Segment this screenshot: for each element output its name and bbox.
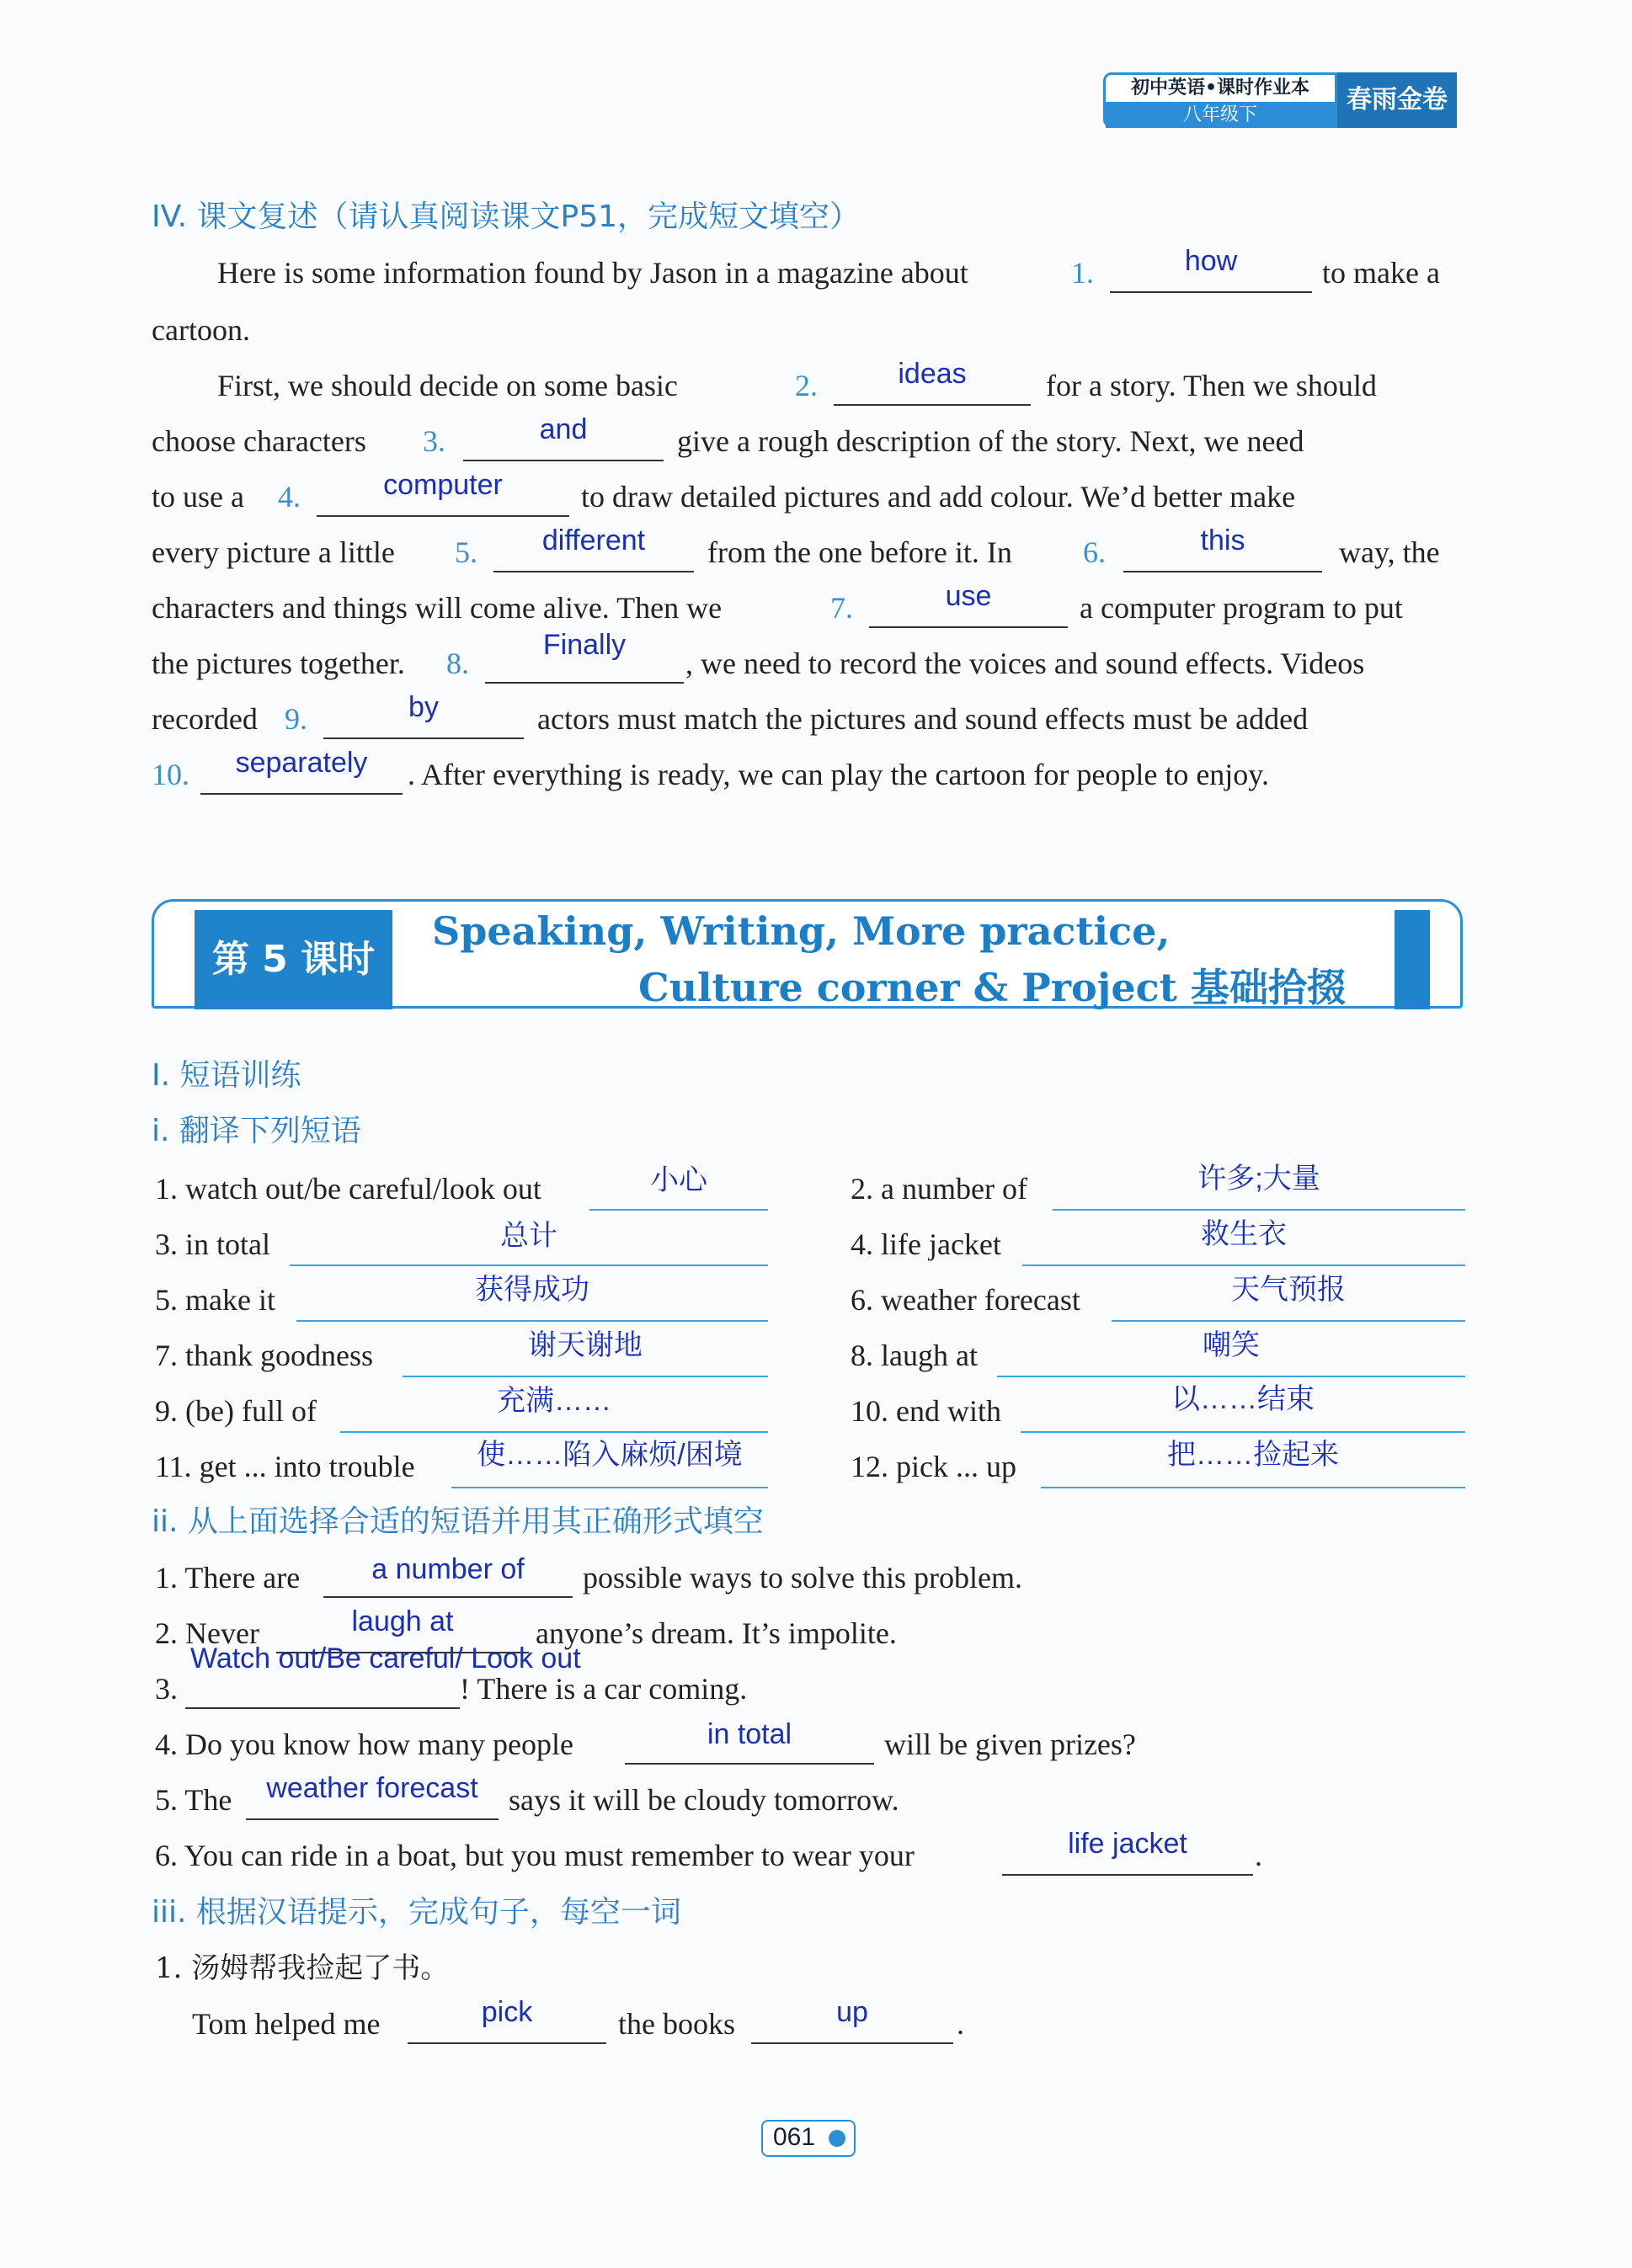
phrase-11-answer: 使……陷入麻烦/困境	[477, 1439, 743, 1471]
phrase-7: 7. thank goodness	[155, 1339, 373, 1372]
answer-10: separately	[235, 747, 368, 779]
phrase-11: 11. get ... into trouble	[155, 1450, 415, 1483]
phrase-1-answer: 小心	[650, 1164, 707, 1196]
fill-1-end: possible ways to solve this problem.	[583, 1561, 1022, 1595]
blank-number-2: 2.	[795, 369, 818, 402]
passage-line-7-end: a computer program to put	[1080, 591, 1403, 625]
sub-iii-heading: iii. 根据汉语提示，完成句子，每空一词	[152, 1895, 681, 1930]
fill-6-text: 6. You can ride in a boat, but you must remember to wear your	[155, 1839, 915, 1872]
phrase-6: 6. weather forecast	[851, 1283, 1080, 1317]
translation-q1-answer-1: pick	[481, 1996, 533, 2028]
fill-5-end: says it will be cloudy tomorrow.	[509, 1783, 899, 1817]
blank-number-7: 7.	[830, 591, 853, 625]
header-grade: 八年级下	[1106, 102, 1335, 128]
passage-line-1-text: Here is some information found by Jason in a magazine about	[217, 256, 968, 290]
phrase-5-line	[296, 1318, 768, 1322]
phrase-9-answer: 充满……	[497, 1385, 611, 1417]
phrase-3-answer: 总计	[500, 1220, 557, 1252]
phrase-8-answer: 嘲笑	[1203, 1329, 1260, 1361]
passage-line-6-mid: from the one before it. In	[707, 535, 1012, 569]
blank-number-6: 6.	[1083, 535, 1106, 569]
phrase-5: 5. make it	[155, 1283, 275, 1317]
translation-q1-text: Tom helped me	[192, 2007, 381, 2041]
lesson-title-line-1: Speaking, Writing, More practice,	[432, 908, 1171, 954]
fill-3-blank	[185, 1670, 460, 1709]
fill-1-text: 1. There are	[155, 1561, 301, 1595]
phrase-4-line	[1022, 1263, 1465, 1266]
passage-line-6-text: every picture a little	[152, 535, 395, 569]
phrase-8-line	[997, 1374, 1465, 1377]
fill-6-answer: life jacket	[1068, 1828, 1187, 1860]
part-i-heading: I. 短语训练	[152, 1058, 301, 1093]
blank-number-10: 10.	[152, 758, 189, 791]
phrase-10-line	[1021, 1429, 1465, 1433]
answer-1: how	[1184, 245, 1238, 277]
phrase-2: 2. a number of	[851, 1172, 1027, 1206]
translation-q1-chinese: 1. 汤姆帮我捡起了书。	[155, 1951, 450, 1985]
phrase-12-answer: 把……捡起来	[1167, 1439, 1339, 1471]
passage-line-9-text: recorded	[152, 702, 258, 736]
brand-logo: 春雨金卷	[1337, 72, 1457, 128]
phrase-10: 10. end with	[851, 1394, 1001, 1428]
answer-2: ideas	[898, 358, 967, 390]
blank-number-4: 4.	[278, 480, 301, 514]
phrase-12: 12. pick ... up	[851, 1450, 1016, 1483]
lesson-banner	[152, 899, 1463, 1009]
phrase-7-line	[403, 1374, 768, 1377]
fill-3-text: 3.	[155, 1672, 178, 1706]
passage-line-3-text: First, we should decide on some basic	[217, 369, 678, 402]
fill-4-end: will be given prizes?	[884, 1728, 1136, 1761]
fill-4-answer: in total	[707, 1718, 792, 1750]
phrase-6-answer: 天气预报	[1231, 1274, 1346, 1306]
fill-6-end: .	[1255, 1839, 1262, 1872]
phrase-1: 1. watch out/be careful/look out	[155, 1172, 541, 1206]
translation-q1-answer-2: up	[836, 1996, 868, 2028]
phrase-12-line	[1041, 1485, 1465, 1488]
answer-3: and	[539, 413, 588, 445]
sub-ii-heading: ii. 从上面选择合适的短语并用其正确形式填空	[152, 1504, 764, 1539]
fill-5-text: 5. The	[155, 1783, 232, 1817]
translation-q1-end: .	[957, 2007, 964, 2041]
answer-9: by	[408, 691, 439, 723]
passage-line-4-text: choose characters	[152, 424, 366, 458]
blank-number-5: 5.	[455, 535, 477, 569]
sub-i-heading: i. 翻译下列短语	[152, 1114, 361, 1148]
answer-5: different	[541, 524, 646, 556]
passage-line-5-end: to draw detailed pictures and add colour. We’d better make	[581, 480, 1296, 514]
fill-1-answer: a number of	[371, 1553, 525, 1585]
phrase-3-line	[290, 1263, 768, 1266]
phrase-1-line	[589, 1207, 768, 1211]
phrase-2-line	[1053, 1207, 1465, 1211]
lesson-number: 第 5 课时	[195, 910, 392, 1009]
passage-line-9-end: actors must match the pictures and sound effects must be added	[537, 702, 1309, 736]
passage-line-7-text: characters and things will come alive. Then we	[152, 591, 723, 625]
banner-strip	[1395, 910, 1430, 1009]
fill-3-answer: Watch out/Be careful/ Look out	[190, 1642, 581, 1674]
page-number-badge	[761, 2120, 856, 2157]
phrase-10-answer: 以……结束	[1171, 1383, 1315, 1415]
passage-line-6-end: way, the	[1339, 535, 1440, 569]
passage-line-3-end: for a story. Then we should	[1046, 369, 1377, 402]
phrase-3: 3. in total	[155, 1227, 270, 1261]
fill-2-answer: laugh at	[351, 1605, 454, 1637]
phrase-4: 4. life jacket	[851, 1227, 1001, 1261]
phrase-9-line	[340, 1429, 768, 1433]
passage-line-2-text: cartoon.	[152, 313, 250, 347]
lesson-title-line-2: Culture corner & Project 基础拾掇	[638, 965, 1346, 1010]
passage-line-4-end: give a rough description of the story. Next, we need	[677, 424, 1304, 458]
header-series-title: 初中英语•课时作业本	[1130, 77, 1310, 98]
phrase-8: 8. laugh at	[851, 1339, 978, 1372]
answer-4: computer	[383, 469, 503, 501]
phrase-11-line	[451, 1485, 768, 1488]
blank-number-8: 8.	[446, 647, 469, 680]
passage-line-8-end: , we need to record the voices and sound effects. Videos	[685, 647, 1365, 680]
page-dot-icon	[829, 2130, 845, 2147]
phrase-9: 9. (be) full of	[155, 1394, 317, 1428]
passage-line-1-end: to make a	[1322, 256, 1440, 290]
page-number: 061	[773, 2123, 816, 2151]
phrase-4-answer: 救生衣	[1201, 1218, 1287, 1250]
phrase-5-answer: 获得成功	[475, 1274, 589, 1306]
answer-7: use	[945, 580, 992, 612]
answer-8: Finally	[542, 629, 627, 661]
blank-number-9: 9.	[285, 702, 307, 736]
blank-number-3: 3.	[423, 424, 445, 458]
passage-line-8-text: the pictures together.	[152, 647, 405, 680]
blank-number-1: 1.	[1071, 256, 1094, 290]
section-iv-heading: IV. 课文复述（请认真阅读课文P51，完成短文填空）	[152, 200, 861, 234]
fill-2-end: anyone’s dream. It’s impolite.	[536, 1616, 897, 1650]
header-badge	[1103, 72, 1457, 128]
fill-4-text: 4. Do you know how many people	[155, 1728, 573, 1761]
translation-q1-mid: the books	[618, 2007, 735, 2041]
fill-5-answer: weather forecast	[266, 1772, 478, 1804]
phrase-7-answer: 谢天谢地	[528, 1329, 643, 1361]
phrase-6-line	[1112, 1318, 1465, 1322]
phrase-2-answer: 许多;大量	[1197, 1163, 1320, 1195]
answer-6: this	[1200, 524, 1245, 556]
passage-line-10-end: . After everything is ready, we can play the cartoon for people to enjoy.	[408, 758, 1269, 791]
header-series-box	[1103, 72, 1337, 128]
fill-3-end: ! There is a car coming.	[460, 1672, 748, 1706]
fill-2-text: 2. Never	[155, 1616, 259, 1650]
passage-line-5-text: to use a	[152, 480, 244, 514]
